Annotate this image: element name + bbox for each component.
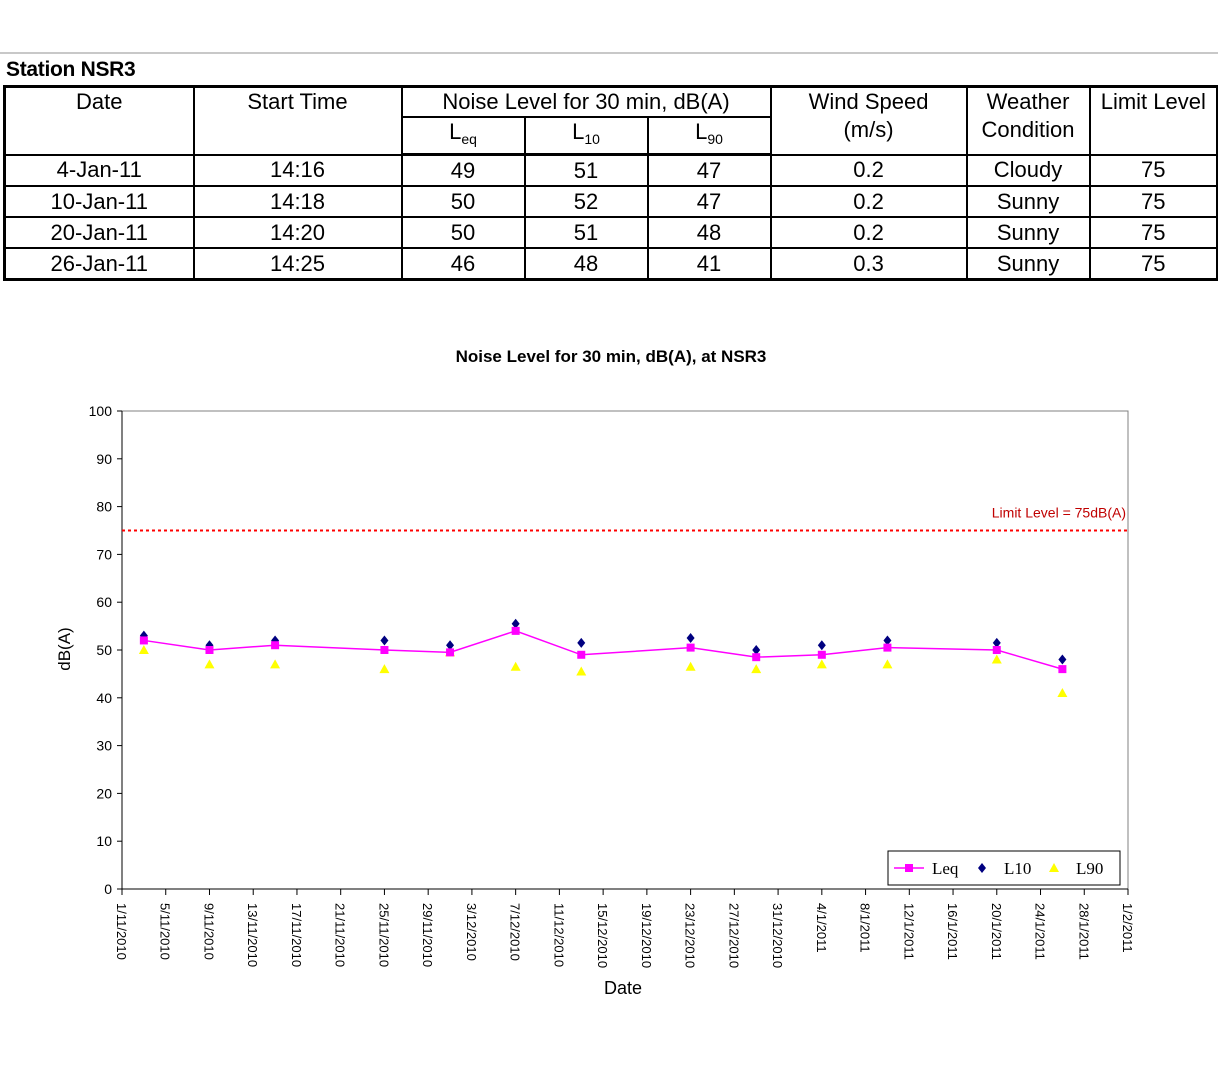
cell-wind: 0.2: [771, 155, 967, 187]
x-tick-label: 4/1/2011: [813, 903, 829, 953]
x-axis-label: Date: [603, 978, 643, 998]
data-point-leq: [577, 651, 585, 659]
cell-leq: 46: [402, 248, 525, 280]
cell-time: 14:20: [194, 217, 402, 248]
cell-date: 20-Jan-11: [5, 217, 194, 248]
cell-time: 14:25: [194, 248, 402, 280]
header-weather: Weather Condition: [967, 87, 1090, 155]
cell-limit: 75: [1090, 248, 1218, 280]
cell-time: 14:16: [194, 155, 402, 187]
y-tick-label: 30: [96, 737, 112, 754]
cell-weather: Sunny: [967, 248, 1090, 280]
data-point-leq: [205, 646, 213, 654]
x-tick-label: 3/12/2010: [463, 903, 479, 961]
x-tick-label: 11/12/2010: [551, 903, 567, 968]
y-axis-label: dB(A): [55, 627, 74, 671]
cell-l90: 41: [648, 248, 771, 280]
x-tick-label: 9/11/2010: [201, 903, 217, 960]
table-row: [5, 217, 1218, 248]
x-tick-label: 5/11/2010: [157, 903, 173, 960]
header-start-time: Start Time: [194, 87, 402, 155]
cell-limit: 75: [1090, 217, 1218, 248]
station-title: Station NSR3: [6, 58, 136, 81]
cell-time: 14:18: [194, 186, 402, 217]
y-tick-label: 100: [88, 403, 112, 419]
x-tick-label: 7/12/2010: [507, 903, 523, 961]
y-tick-label: 50: [96, 642, 112, 658]
y-tick-label: 20: [96, 785, 112, 802]
cell-l90: 47: [648, 186, 771, 217]
header-l10: $L_{10}$: [525, 117, 648, 155]
x-tick-label: 16/1/2011: [945, 903, 961, 960]
x-tick-label: 27/12/2010: [726, 903, 742, 969]
x-tick-label: 1/2/2011: [1120, 903, 1135, 953]
y-tick-label: 80: [96, 498, 112, 515]
header-noise-group: Noise Level for 30 min, dB(A): [402, 87, 771, 118]
cell-weather: Sunny: [967, 217, 1090, 248]
limit-line-label: Limit Level = 75dB(A): [991, 504, 1126, 521]
cell-l10: 48: [525, 248, 648, 280]
y-tick-label: 10: [96, 833, 112, 850]
data-point-leq: [883, 644, 891, 652]
x-tick-label: 17/11/2010: [288, 903, 304, 968]
data-point-leq: [818, 651, 826, 659]
cell-weather: Sunny: [967, 186, 1090, 217]
table-row: [5, 186, 1218, 217]
data-point-leq: [512, 627, 520, 635]
legend-label: Leq: [932, 859, 959, 878]
data-point-leq: [752, 653, 760, 661]
cell-wind: 0.2: [771, 186, 967, 217]
legend-marker-leq: [905, 864, 913, 872]
cell-leq: 50: [402, 186, 525, 217]
cell-l90: 47: [648, 155, 771, 187]
y-tick-label: 0: [104, 881, 112, 897]
data-point-leq: [140, 636, 148, 644]
header-l90: $L_{90}$: [648, 117, 771, 155]
cell-limit: 75: [1090, 155, 1218, 187]
cell-date: 26-Jan-11: [5, 248, 194, 280]
x-tick-label: 25/11/2010: [376, 903, 392, 968]
x-tick-label: 15/12/2010: [595, 903, 611, 969]
data-point-leq: [687, 644, 695, 652]
cell-leq: 50: [402, 217, 525, 248]
cell-date: 4-Jan-11: [5, 155, 194, 187]
cell-weather: Cloudy: [967, 155, 1090, 187]
legend-label: L10: [1004, 859, 1032, 878]
x-tick-label: 31/12/2010: [770, 903, 786, 969]
data-point-leq: [446, 648, 454, 656]
cell-l10: 52: [525, 186, 648, 217]
header-limit-level: Limit Level: [1090, 87, 1218, 155]
x-tick-label: 20/1/2011: [988, 903, 1004, 960]
cell-wind: 0.2: [771, 217, 967, 248]
legend: [888, 851, 1120, 885]
x-tick-label: 1/11/2010: [114, 903, 129, 960]
cell-limit: 75: [1090, 186, 1218, 217]
noise-data-table: [3, 85, 1218, 281]
y-tick-label: 90: [96, 450, 112, 467]
top-divider: [0, 52, 1218, 54]
x-tick-label: 12/1/2011: [901, 903, 917, 960]
x-tick-label: 24/1/2011: [1032, 903, 1048, 960]
x-tick-label: 23/12/2010: [682, 903, 698, 969]
y-tick-label: 70: [96, 546, 112, 563]
chart-title: Noise Level for 30 min, dB(A), at NSR3: [455, 347, 767, 366]
cell-l90: 48: [648, 217, 771, 248]
table-row: [5, 248, 1218, 280]
header-leq: $L_{eq}$: [402, 117, 525, 155]
y-tick-label: 40: [96, 689, 112, 706]
x-tick-label: 8/1/2011: [857, 903, 873, 953]
x-tick-label: 19/12/2010: [638, 903, 654, 969]
data-point-leq: [271, 641, 279, 649]
x-tick-label: 29/11/2010: [420, 903, 436, 968]
data-point-leq: [380, 646, 388, 654]
x-tick-label: 13/11/2010: [245, 903, 261, 968]
cell-l10: 51: [525, 217, 648, 248]
cell-leq: 49: [402, 155, 525, 187]
legend-label: L90: [1076, 859, 1104, 878]
noise-level-chart: [0, 330, 1218, 1010]
x-tick-label: 28/1/2011: [1076, 903, 1092, 960]
header-date: Date: [5, 87, 194, 155]
cell-wind: 0.3: [771, 248, 967, 280]
y-tick-label: 60: [96, 594, 112, 611]
data-point-leq: [993, 646, 1001, 654]
header-wind-speed: Wind Speed (m/s): [771, 87, 967, 155]
data-point-leq: [1058, 665, 1066, 673]
x-tick-label: 21/11/2010: [332, 903, 348, 968]
table-row: [5, 155, 1218, 187]
cell-l10: 51: [525, 155, 648, 187]
cell-date: 10-Jan-11: [5, 186, 194, 217]
